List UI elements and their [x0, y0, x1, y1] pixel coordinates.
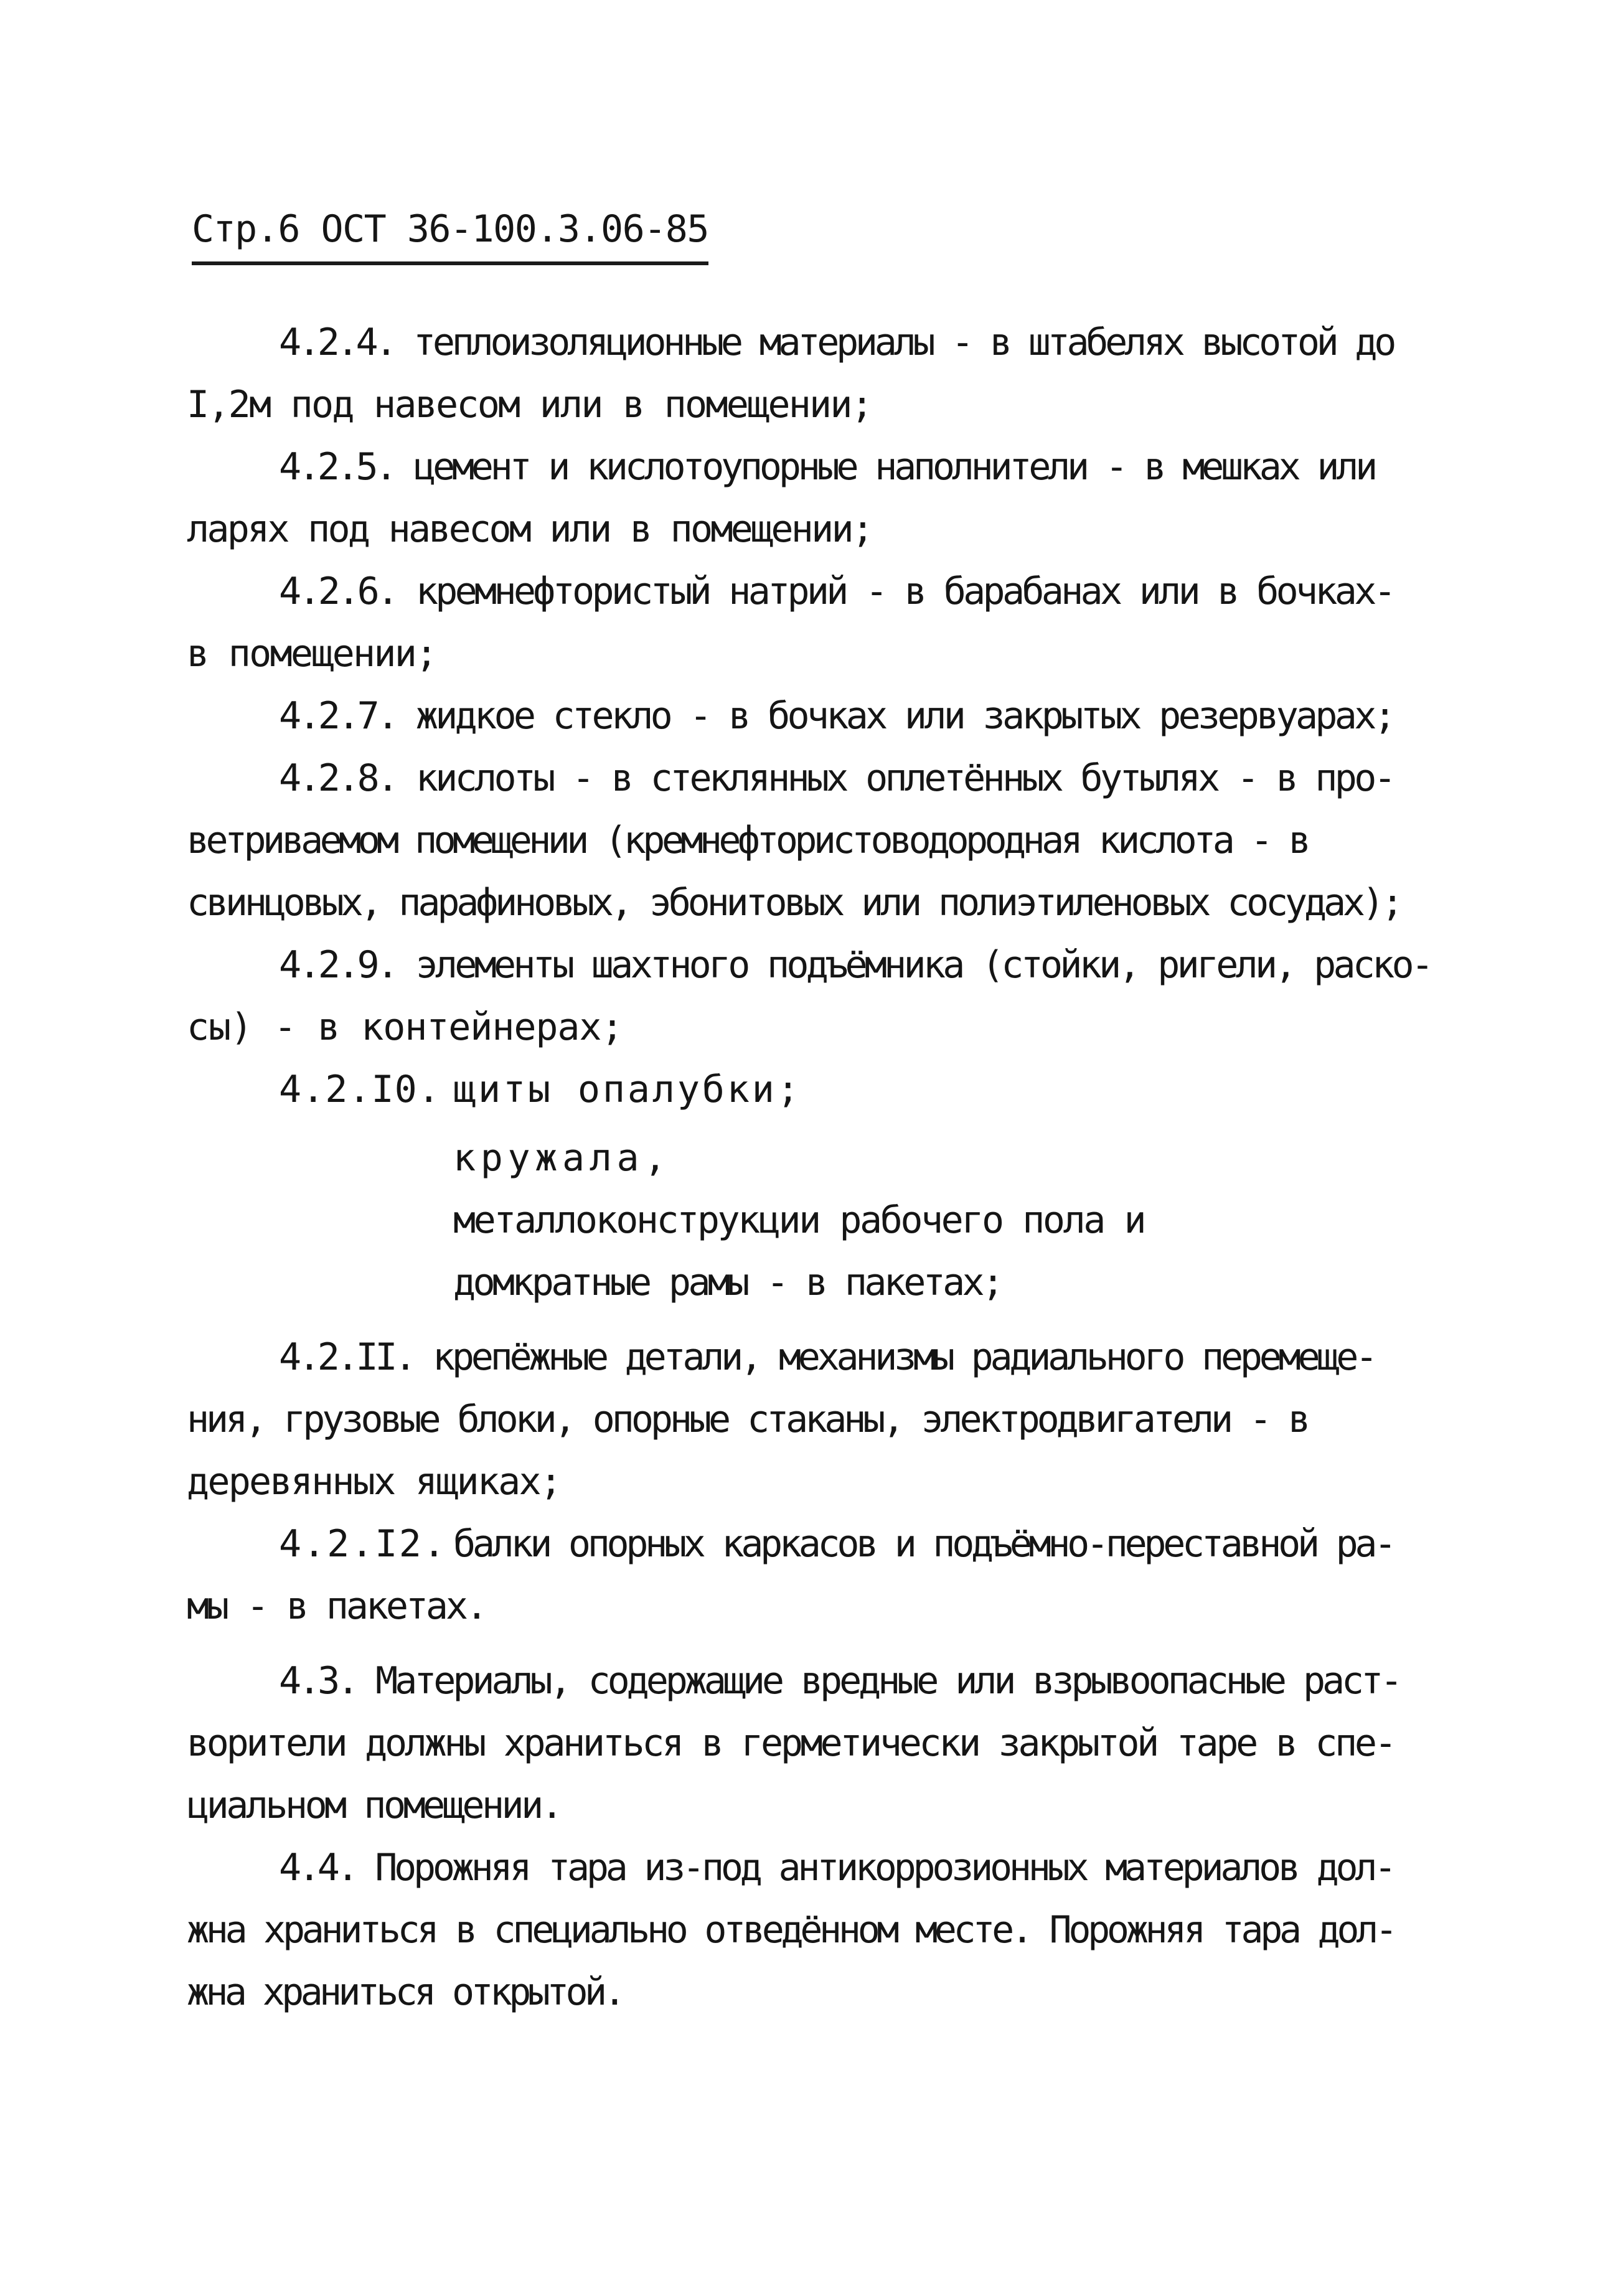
text-line-4-2-12-number: 4.2.I2. — [279, 1522, 447, 1566]
text-line-4-2-8: 4.2.8. кислоты - в стеклянных оплетённых бутылях - в про- — [279, 756, 1394, 800]
text-line: металлоконструкции рабочего пола и — [453, 1198, 1145, 1242]
text-line: деревянных ящиках; — [187, 1460, 561, 1503]
text-line: I,2м под навесом или в помещении; — [187, 383, 872, 426]
text-line: жна храниться в специально отведённом месте. Порожняя тара дол- — [187, 1908, 1394, 1952]
text-line: домкратные рамы - в пакетах; — [453, 1261, 1002, 1304]
text-line: ворители должны храниться в герметически закрытой таре в спе- — [187, 1721, 1394, 1765]
text-line: жна храниться открытой. — [187, 1970, 623, 2014]
text-line: мы - в пакетах. — [187, 1584, 486, 1628]
text-line: кружала, — [453, 1136, 671, 1180]
text-line-4-2-10-number: 4.2.I0. — [279, 1068, 441, 1111]
text-line-4-2-5: 4.2.5. цемент и кислотоупорные наполнители - в мешках или — [279, 445, 1375, 489]
text-line: ветриваемом помещении (кремнефтористоводородная кислота - в — [187, 819, 1308, 862]
page-header-title: Стр.6 ОСТ 36-100.3.06-85 — [192, 207, 708, 251]
header-underline — [192, 261, 708, 265]
text-line: свинцовых, парафиновых, эбонитовых или полиэтиленовых сосудах); — [187, 881, 1401, 925]
text-line-4-2-7: 4.2.7. жидкое стекло - в бочках или закрытых резервуарах; — [279, 694, 1394, 738]
text-line-4-2-6: 4.2.6. кремнефтористый натрий - в барабанах или в бочках- — [279, 570, 1394, 613]
text-line-4-2-4: 4.2.4. теплоизоляционные материалы - в штабелях высотой до — [279, 321, 1394, 364]
text-line-4-3: 4.3. Материалы, содержащие вредные или взрывоопасные раст- — [279, 1659, 1400, 1703]
text-line-4-4: 4.4. Порожняя тара из-под антикоррозионных материалов дол- — [279, 1846, 1394, 1889]
text-line-4-2-9: 4.2.9. элементы шахтного подъёмника (стойки, ригели, раско- — [279, 943, 1431, 987]
text-line: циальном помещении. — [187, 1784, 561, 1827]
text-line: ния, грузовые блоки, опорные стаканы, электродвигатели - в — [187, 1398, 1308, 1441]
text-line: балки опорных каркасов и подъёмно-переставной ра- — [453, 1522, 1394, 1566]
page-header — [192, 198, 708, 273]
text-line: щиты опалубки; — [453, 1068, 802, 1111]
text-line: ларях под навесом или в помещении; — [187, 507, 872, 551]
text-line: в помещении; — [187, 632, 436, 675]
text-line-4-2-11: 4.2.II. крепёжные детали, механизмы радиального перемеще- — [279, 1335, 1375, 1379]
text-line: сы) - в контейнерах; — [187, 1005, 623, 1049]
